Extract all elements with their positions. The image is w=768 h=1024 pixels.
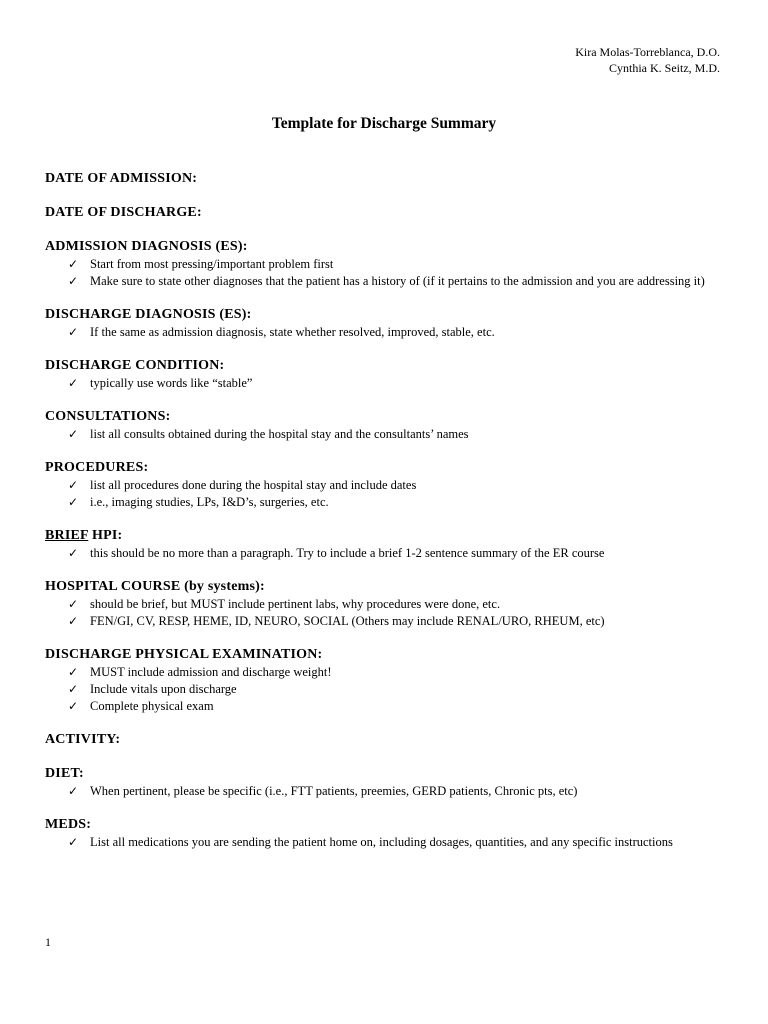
bullet-text: When pertinent, please be specific (i.e., FTT patients, preemies, GERD patients, Chronic pts, etc): [90, 784, 578, 798]
section-heading: DIET:: [45, 766, 84, 781]
bullet-text: Complete physical exam: [90, 699, 214, 713]
list-item: [45, 783, 710, 800]
section-heading: CONSULTATIONS:: [45, 409, 171, 424]
section-heading: MEDS:: [45, 817, 92, 832]
section-heading: [45, 527, 725, 545]
list-item: [45, 613, 710, 630]
bullet-text: List all medications you are sending the patient home on, including dosages, quantities, and any specific instructions: [90, 835, 673, 849]
bullet-text: Include vitals upon discharge: [90, 682, 237, 696]
check-mark-icon: ✓: [68, 682, 79, 696]
bullet-list: [45, 477, 725, 511]
list-item: [45, 324, 710, 341]
check-mark-icon: ✓: [68, 427, 79, 441]
check-mark-icon: ✓: [68, 546, 79, 560]
bullet-list: [45, 834, 725, 851]
list-item: [45, 596, 710, 613]
section-heading: ACTIVITY:: [45, 732, 121, 747]
section-date-of-discharge: [45, 204, 725, 222]
author-name: Kira Molas-Torreblanca, D.O.: [575, 45, 720, 59]
list-item: [45, 273, 710, 290]
check-mark-icon: ✓: [68, 784, 79, 798]
check-mark-icon: ✓: [68, 597, 79, 611]
check-mark-icon: ✓: [68, 478, 79, 492]
section-discharge-condition: [45, 357, 725, 392]
section-discharge-physical-examination: [45, 646, 725, 715]
bullet-list: [45, 375, 725, 392]
check-mark-icon: ✓: [68, 665, 79, 679]
list-item: [45, 664, 710, 681]
check-mark-icon: ✓: [68, 614, 79, 628]
section-meds: [45, 816, 725, 851]
document-body: [45, 170, 725, 851]
section-diet: [45, 765, 725, 800]
bullet-list: [45, 426, 725, 443]
section-date-of-admission: [45, 170, 725, 188]
list-item: [45, 426, 710, 443]
bullet-list: [45, 545, 725, 562]
section-hospital-course: [45, 578, 725, 630]
bullet-text: MUST include admission and discharge weight!: [90, 665, 332, 679]
bullet-text: Start from most pressing/important problem first: [90, 257, 334, 271]
section-heading: ADMISSION DIAGNOSIS (ES):: [45, 239, 248, 254]
check-mark-icon: ✓: [68, 699, 79, 713]
bullet-text: list all procedures done during the hospital stay and include dates: [90, 478, 417, 492]
author-block: [575, 44, 720, 76]
check-mark-icon: ✓: [68, 257, 79, 271]
list-item: [45, 698, 710, 715]
list-item: [45, 834, 710, 851]
bullet-text: i.e., imaging studies, LPs, I&D’s, surgeries, etc.: [90, 495, 329, 509]
bullet-text: typically use words like “stable”: [90, 376, 253, 390]
bullet-text: If the same as admission diagnosis, state whether resolved, improved, stable, etc.: [90, 325, 495, 339]
bullet-text: this should be no more than a paragraph. Try to include a brief 1-2 sentence summary of the ER course: [90, 546, 605, 560]
section-discharge-diagnosis: [45, 306, 725, 341]
check-mark-icon: ✓: [68, 376, 79, 390]
list-item: [45, 494, 710, 511]
check-mark-icon: ✓: [68, 495, 79, 509]
bullet-text: FEN/GI, CV, RESP, HEME, ID, NEURO, SOCIAL (Others may include RENAL/URO, RHEUM, etc): [90, 614, 605, 628]
check-mark-icon: ✓: [68, 325, 79, 339]
bullet-list: [45, 324, 725, 341]
list-item: [45, 477, 710, 494]
section-brief-hpi: [45, 527, 725, 562]
bullet-list: [45, 664, 725, 715]
bullet-list: [45, 596, 725, 630]
section-heading: DISCHARGE PHYSICAL EXAMINATION:: [45, 647, 323, 662]
bullet-text: list all consults obtained during the hospital stay and the consultants’ names: [90, 427, 469, 441]
list-item: [45, 256, 710, 273]
section-consultations: [45, 408, 725, 443]
section-activity: [45, 731, 725, 749]
list-item: [45, 681, 710, 698]
section-heading: HOSPITAL COURSE (by systems):: [45, 579, 265, 594]
section-heading: PROCEDURES:: [45, 460, 149, 475]
list-item: [45, 545, 710, 562]
author-name: Cynthia K. Seitz, M.D.: [609, 61, 720, 75]
list-item: [45, 375, 710, 392]
bullet-text: should be brief, but MUST include pertinent labs, why procedures were done, etc.: [90, 597, 501, 611]
section-heading: DISCHARGE CONDITION:: [45, 358, 225, 373]
heading-text: HPI:: [91, 528, 123, 543]
document-title: Template for Discharge Summary: [271, 115, 497, 132]
bullet-list: [45, 783, 725, 800]
bullet-text: Make sure to state other diagnoses that the patient has a history of (if it pertains to the admission and you are addressing it): [90, 274, 705, 288]
check-mark-icon: ✓: [68, 274, 79, 288]
section-heading: DATE OF DISCHARGE:: [45, 205, 202, 220]
heading-underlined-word: BRIEF: [45, 528, 89, 543]
page-number: 1: [45, 935, 51, 949]
section-heading: DATE OF ADMISSION:: [45, 171, 198, 186]
section-procedures: [45, 459, 725, 511]
check-mark-icon: ✓: [68, 835, 79, 849]
section-admission-diagnosis: [45, 238, 725, 290]
bullet-list: [45, 256, 725, 290]
section-heading: DISCHARGE DIAGNOSIS (ES):: [45, 307, 252, 322]
